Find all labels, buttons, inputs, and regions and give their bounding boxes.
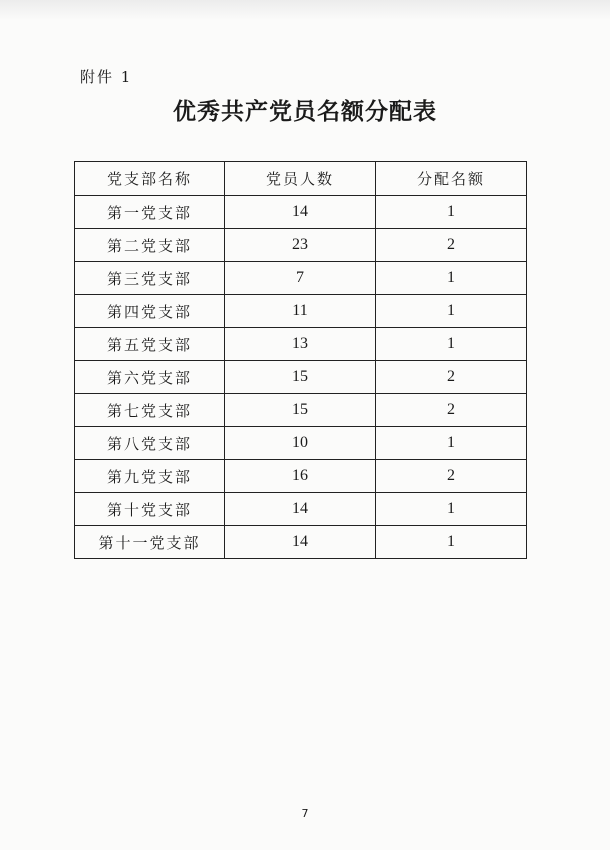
branch-name-cell: 第一党支部 — [75, 196, 225, 229]
quota-cell: 1 — [376, 262, 527, 295]
quota-table — [74, 161, 527, 559]
quota-table-container — [74, 161, 526, 559]
member-count-cell: 16 — [225, 460, 376, 493]
member-count-cell: 14 — [225, 196, 376, 229]
member-count-cell: 15 — [225, 361, 376, 394]
quota-cell: 2 — [376, 361, 527, 394]
table-row — [75, 526, 527, 559]
member-count-cell: 11 — [225, 295, 376, 328]
member-count-cell: 14 — [225, 493, 376, 526]
branch-name-cell: 第十一党支部 — [75, 526, 225, 559]
member-count-cell: 14 — [225, 526, 376, 559]
branch-name-cell: 第四党支部 — [75, 295, 225, 328]
page-number: 7 — [301, 807, 309, 820]
table-row — [75, 262, 527, 295]
branch-name-cell: 第三党支部 — [75, 262, 225, 295]
column-header-quota: 分配名额 — [376, 162, 527, 196]
member-count-cell: 23 — [225, 229, 376, 262]
table-row — [75, 427, 527, 460]
table-header-row — [75, 162, 527, 196]
table-row — [75, 295, 527, 328]
member-count-cell: 15 — [225, 394, 376, 427]
column-header-branch: 党支部名称 — [75, 162, 225, 196]
scan-edge-shadow — [0, 0, 610, 20]
table-row — [75, 394, 527, 427]
branch-name-cell: 第七党支部 — [75, 394, 225, 427]
quota-cell: 1 — [376, 196, 527, 229]
table-row — [75, 493, 527, 526]
document-title: 优秀共产党员名额分配表 — [173, 99, 437, 125]
table-row — [75, 361, 527, 394]
member-count-cell: 13 — [225, 328, 376, 361]
branch-name-cell: 第九党支部 — [75, 460, 225, 493]
branch-name-cell: 第六党支部 — [75, 361, 225, 394]
branch-name-cell: 第十党支部 — [75, 493, 225, 526]
quota-cell: 1 — [376, 295, 527, 328]
quota-cell: 1 — [376, 526, 527, 559]
column-header-members: 党员人数 — [225, 162, 376, 196]
quota-cell: 1 — [376, 493, 527, 526]
table-row — [75, 229, 527, 262]
table-row — [75, 328, 527, 361]
quota-cell: 2 — [376, 394, 527, 427]
branch-name-cell: 第五党支部 — [75, 328, 225, 361]
branch-name-cell: 第八党支部 — [75, 427, 225, 460]
quota-cell: 2 — [376, 229, 527, 262]
quota-cell: 1 — [376, 328, 527, 361]
table-row — [75, 460, 527, 493]
member-count-cell: 10 — [225, 427, 376, 460]
quota-cell: 1 — [376, 427, 527, 460]
table-row — [75, 196, 527, 229]
quota-cell: 2 — [376, 460, 527, 493]
branch-name-cell: 第二党支部 — [75, 229, 225, 262]
member-count-cell: 7 — [225, 262, 376, 295]
attachment-label: 附件 1 — [80, 68, 133, 86]
